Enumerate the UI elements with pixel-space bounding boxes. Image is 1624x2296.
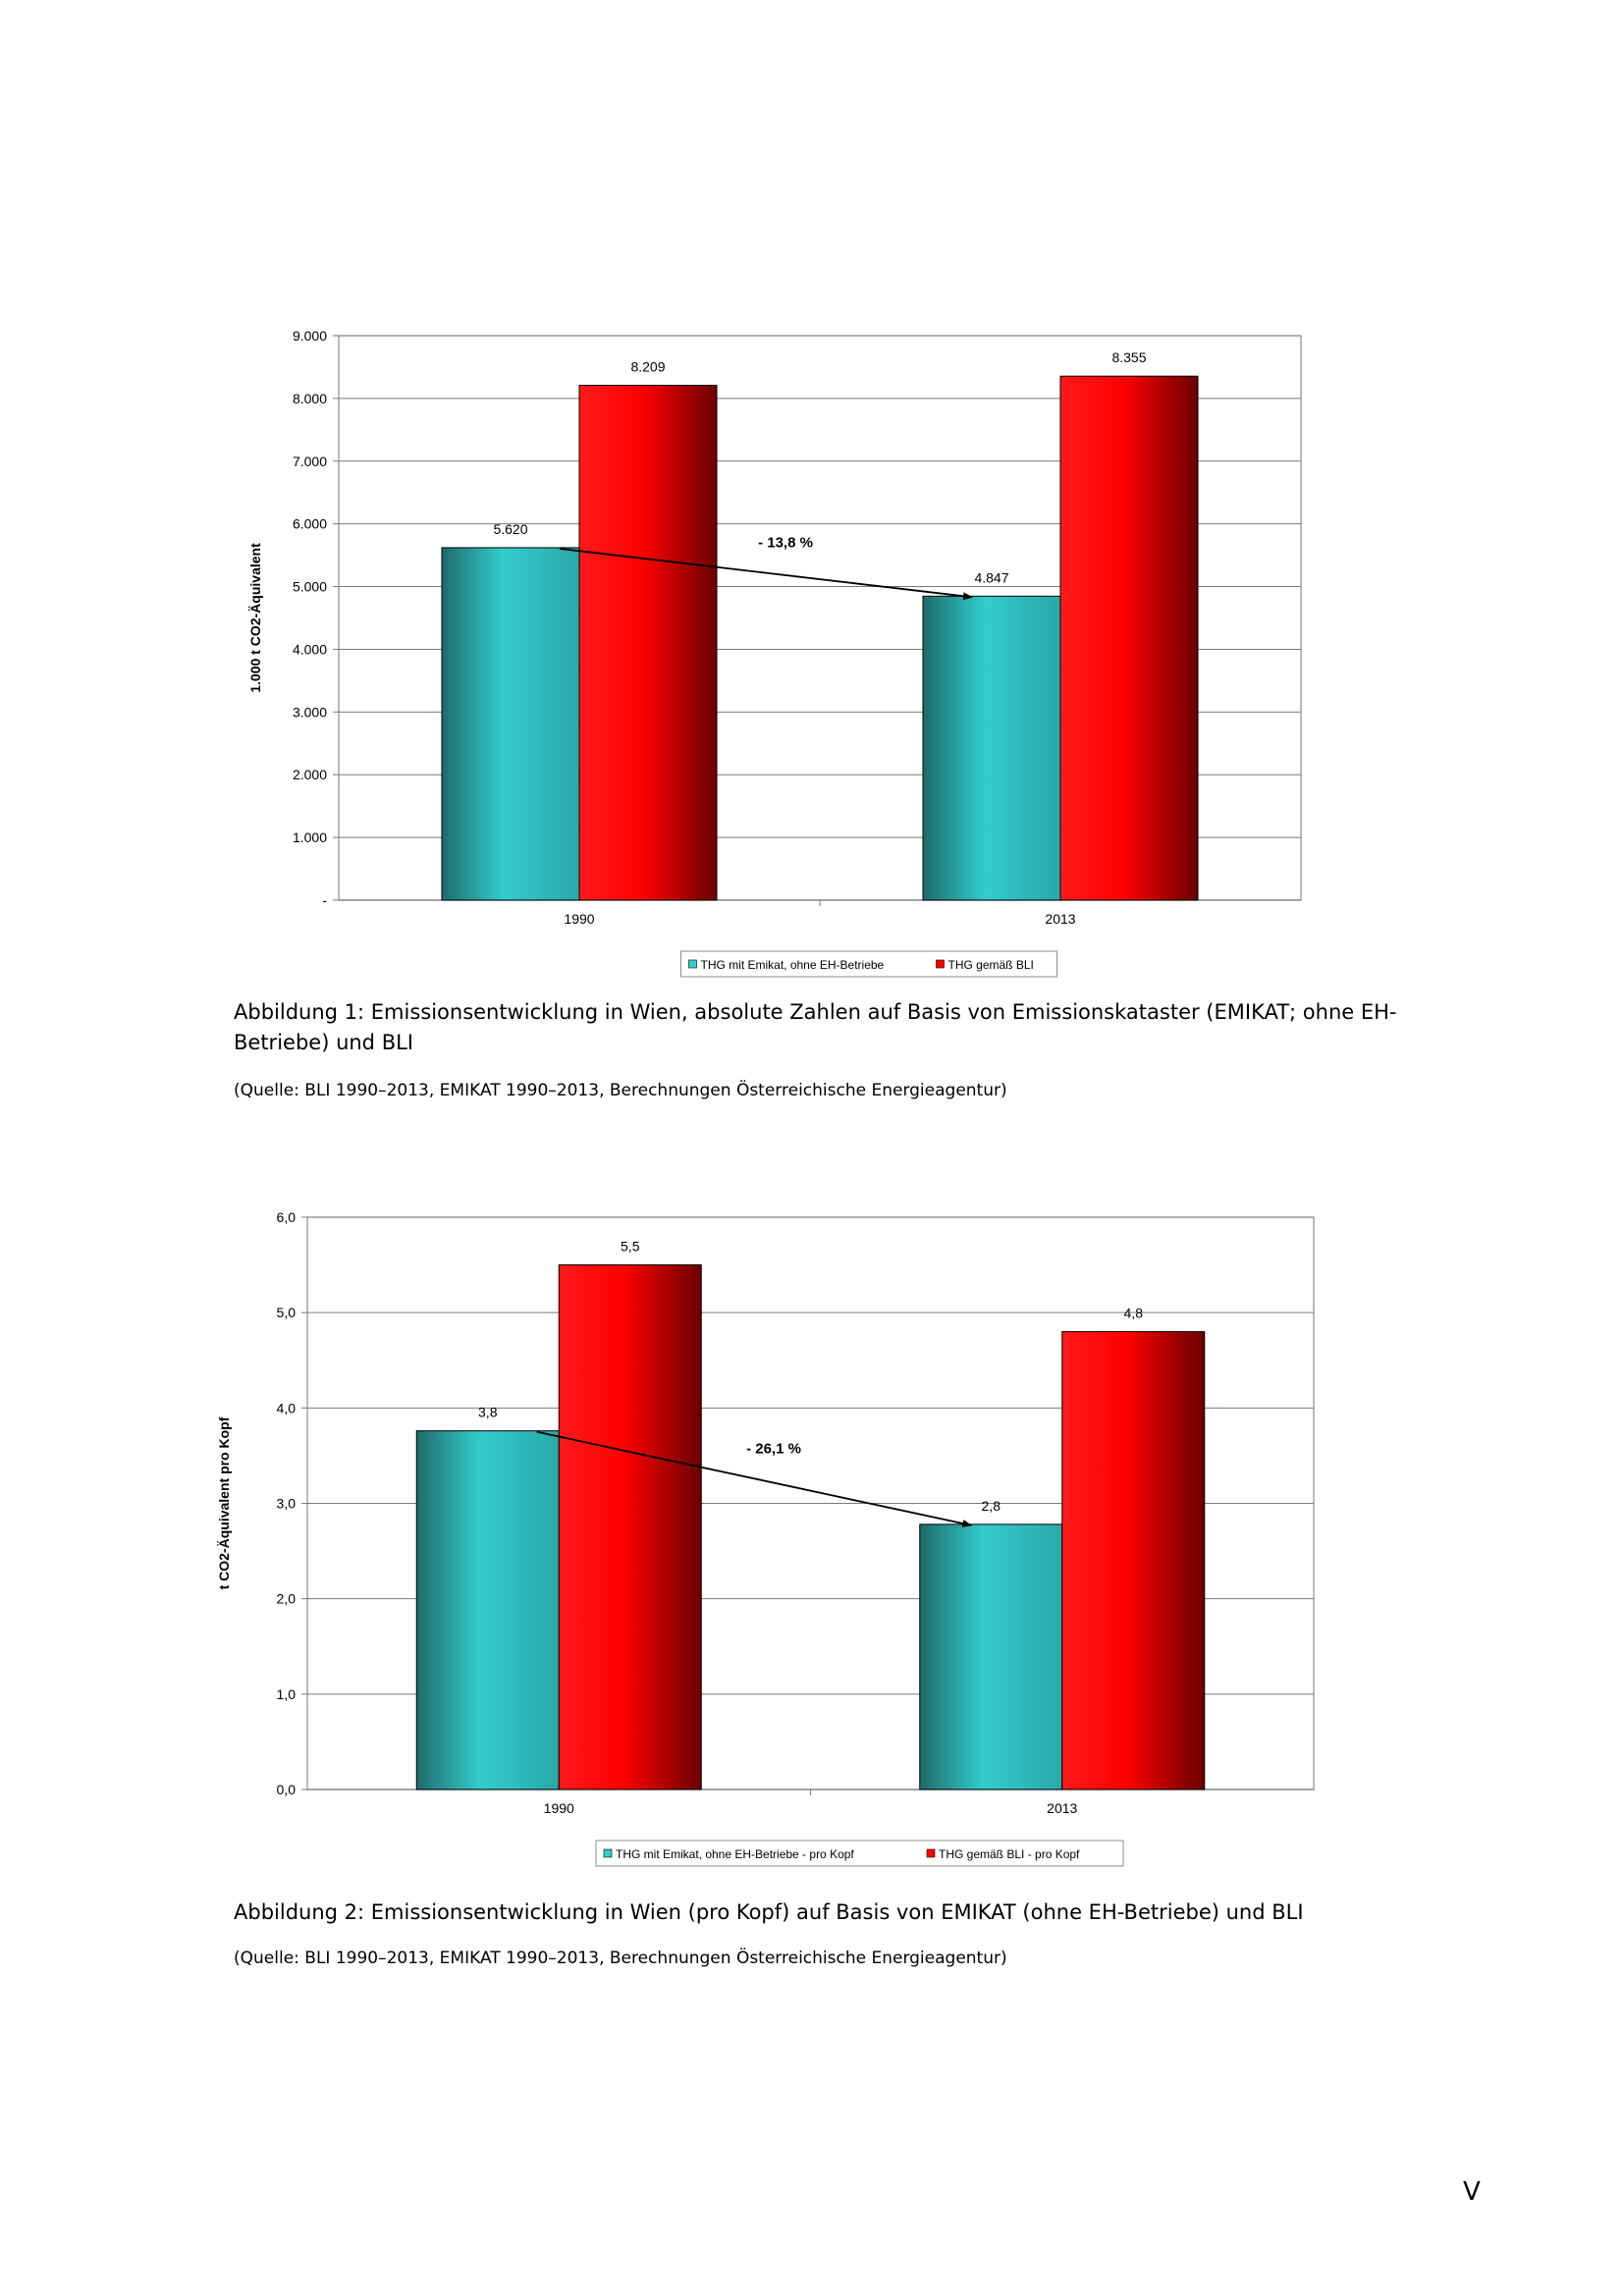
legend bbox=[681, 951, 1057, 977]
x-tick-label: 2013 bbox=[1047, 1800, 1078, 1816]
data-label: 8.355 bbox=[1111, 349, 1147, 366]
y-tick-label: 2.000 bbox=[292, 767, 327, 783]
y-tick-label: 4.000 bbox=[292, 641, 327, 658]
y-axis-label: 1.000 t CO2-Äquivalent bbox=[247, 543, 263, 693]
bar-emikat-2013 bbox=[920, 1524, 1062, 1789]
figure-2-caption: Abbildung 2: Emissionsentwicklung in Wien (pro Kopf) auf Basis von EMIKAT (ohne EH-Betriebe) und BLI bbox=[234, 1900, 1304, 1924]
y-tick-label: 5.000 bbox=[292, 578, 327, 595]
figure-1-source: (Quelle: BLI 1990–2013, EMIKAT 1990–2013, Berechnungen Österreichische Energieagentur) bbox=[234, 1081, 1007, 1100]
data-label: 4.847 bbox=[974, 569, 1009, 586]
data-label: 5.620 bbox=[493, 520, 528, 537]
bar-bli-2013 bbox=[1060, 376, 1198, 900]
x-tick-label: 2013 bbox=[1045, 911, 1076, 927]
data-label: 2,8 bbox=[981, 1497, 1001, 1514]
y-tick-label: 4,0 bbox=[276, 1400, 296, 1416]
legend-label: THG gemäß BLI - pro Kopf bbox=[939, 1847, 1080, 1861]
legend-swatch-emikat bbox=[604, 1849, 612, 1857]
y-tick-label: - bbox=[322, 892, 327, 908]
y-tick-label: 0,0 bbox=[276, 1782, 296, 1797]
bar-emikat-1990 bbox=[442, 548, 579, 900]
page-number: V bbox=[1463, 2177, 1481, 2207]
data-label: 3,8 bbox=[478, 1404, 498, 1420]
legend-swatch-bli bbox=[937, 960, 945, 968]
y-tick-label: 3,0 bbox=[276, 1495, 296, 1512]
bar-emikat-1990 bbox=[416, 1431, 559, 1789]
legend bbox=[596, 1841, 1123, 1866]
y-tick-label: 6.000 bbox=[292, 515, 327, 532]
chart-emissions-absolute bbox=[0, 314, 1624, 982]
y-axis-label: t CO2-Äquivalent pro Kopf bbox=[216, 1416, 232, 1590]
bar-emikat-2013 bbox=[923, 596, 1060, 900]
y-tick-label: 9.000 bbox=[292, 328, 327, 344]
y-tick-label: 2,0 bbox=[276, 1590, 296, 1607]
bar-bli-1990 bbox=[559, 1265, 701, 1789]
legend-label: THG mit Emikat, ohne EH-Betriebe bbox=[700, 958, 885, 972]
trend-annotation: - 13,8 % bbox=[758, 534, 813, 552]
legend-label: THG gemäß BLI bbox=[947, 958, 1034, 972]
figure-2-source: (Quelle: BLI 1990–2013, EMIKAT 1990–2013, Berechnungen Österreichische Energieagentur) bbox=[234, 1949, 1007, 1968]
trend-annotation: - 26,1 % bbox=[746, 1440, 801, 1458]
y-tick-label: 3.000 bbox=[292, 704, 327, 721]
data-label: 5,5 bbox=[621, 1238, 640, 1255]
y-tick-label: 5,0 bbox=[276, 1305, 296, 1321]
x-tick-label: 1990 bbox=[564, 911, 595, 927]
legend-label: THG mit Emikat, ohne EH-Betriebe - pro Kopf bbox=[616, 1847, 854, 1861]
data-label: 8.209 bbox=[630, 358, 666, 375]
y-tick-label: 7.000 bbox=[292, 453, 327, 469]
bar-bli-1990 bbox=[579, 386, 717, 900]
chart-emissions-per-capita bbox=[0, 1193, 1624, 1870]
bar-bli-2013 bbox=[1062, 1332, 1205, 1789]
y-tick-label: 1.000 bbox=[292, 829, 327, 846]
data-label: 4,8 bbox=[1123, 1305, 1143, 1321]
legend-swatch-emikat bbox=[689, 960, 697, 968]
y-tick-label: 6,0 bbox=[276, 1209, 296, 1225]
y-tick-label: 8.000 bbox=[292, 390, 327, 406]
figure-1-caption: Abbildung 1: Emissionsentwicklung in Wien, absolute Zahlen auf Basis von Emissionskataster (EMIKAT; ohne EH-Betriebe) und BLI bbox=[234, 1000, 1397, 1054]
x-tick-label: 1990 bbox=[543, 1800, 574, 1816]
legend-swatch-bli bbox=[927, 1849, 935, 1857]
y-tick-label: 1,0 bbox=[276, 1685, 296, 1702]
